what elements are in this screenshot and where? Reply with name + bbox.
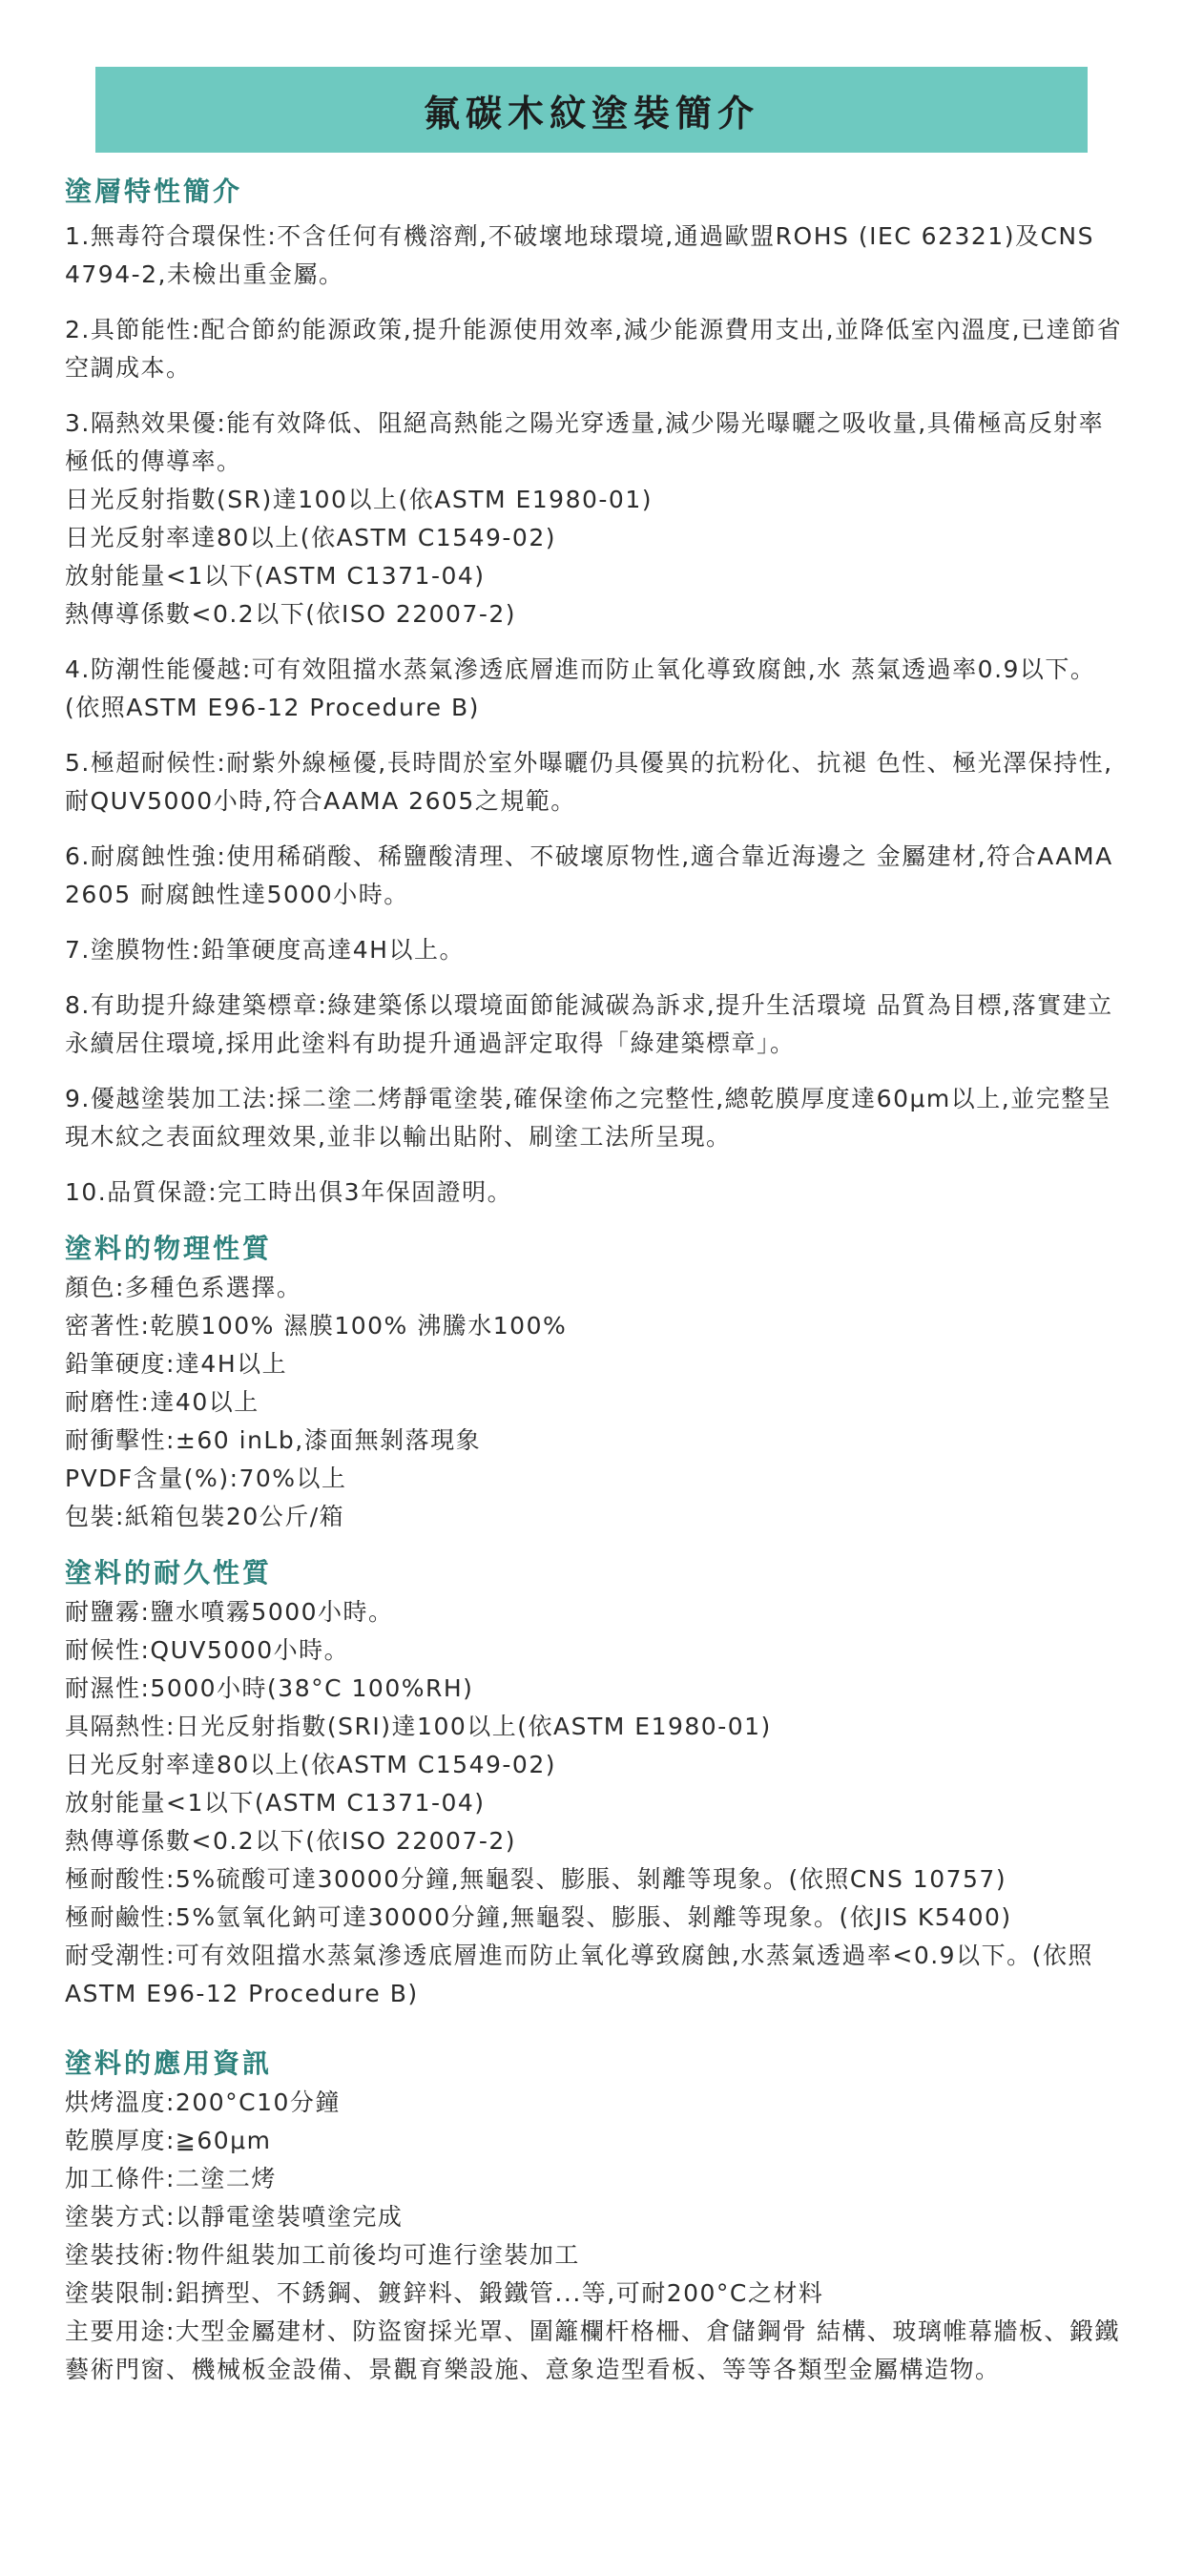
list-item: 鉛筆硬度:達4H以上 [65,1350,288,1378]
feature-item-4: 4.防潮性能優越:可有效阻擋水蒸氣滲透底層進而防止氧化導致腐蝕,水 蒸氣透過率0.9以下。(依照ASTM E96-12 Procedure B) [65,655,1096,721]
feature-item-3-subline: 日光反射率達80以上(依ASTM C1549-02) [65,524,556,551]
list-item: 塗裝技術:物件組裝加工前後均可進行塗裝加工 [65,2241,580,2269]
list-item: 乾膜厚度:≧60μm [65,2127,272,2154]
page-title: 氟碳木紋塗裝簡介 [423,92,759,135]
feature-item-1: 1.無毒符合環保性:不含任何有機溶劑,不破壞地球環境,通過歐盟ROHS (IEC 62321)及CNS 4794-2,未檢出重金屬。 [65,222,1094,288]
list-item: 日光反射率達80以上(依ASTM C1549-02) [65,1751,556,1778]
list-item: 塗裝方式:以靜電塗裝噴塗完成 [65,2203,404,2231]
list-item: 耐受潮性:可有效阻擋水蒸氣滲透底層進而防止氧化導致腐蝕,水蒸氣透過率<0.9以下。(依照ASTM E96-12 Procedure B) [65,1942,1093,2007]
list-item: PVDF含量(%):70%以上 [65,1465,347,1492]
feature-item-7: 7.塗膜物性:鉛筆硬度高達4H以上。 [65,936,465,964]
list-item: 具隔熱性:日光反射指數(SRI)達100以上(依ASTM E1980-01) [65,1713,772,1740]
durability-list [65,1593,1124,2013]
list-item: 極耐鹼性:5%氫氧化鈉可達30000分鐘,無龜裂、膨脹、剝離等現象。(依JIS K5400) [65,1903,1012,1931]
feature-item-3-subline: 放射能量<1以下(ASTM C1371-04) [65,562,486,590]
list-item: 耐鹽霧:鹽水噴霧5000小時。 [65,1598,394,1626]
list-item: 加工條件:二塗二烤 [65,2165,277,2192]
section-heading-durability: 塗料的耐久性質 [65,1557,273,1589]
section-heading-application: 塗料的應用資訊 [65,2047,273,2079]
list-item: 包裝:紙箱包裝20公斤/箱 [65,1503,345,1530]
feature-item-3-subline: 熱傳導係數<0.2以下(依ISO 22007-2) [65,600,517,628]
feature-item-3: 3.隔熱效果優:能有效降低、阻絕高熱能之陽光穿透量,減少陽光曝曬之吸收量,具備極高反射率極低的傳導率。 [65,409,1105,475]
list-item: 放射能量<1以下(ASTM C1371-04) [65,1789,486,1817]
list-item: 密著性:乾膜100% 濕膜100% 沸騰水100% [65,1312,568,1340]
list-item: 耐濕性:5000小時(38°C 100%RH) [65,1674,474,1702]
section-heading-coating-features: 塗層特性簡介 [65,176,243,207]
content [65,172,1124,2389]
list-item: 耐候性:QUV5000小時。 [65,1636,350,1664]
list-item: 烘烤溫度:200°C10分鐘 [65,2088,341,2116]
section-heading-physical-properties: 塗料的物理性質 [65,1233,273,1264]
feature-item-6: 6.耐腐蝕性強:使用稀硝酸、稀鹽酸清理、不破壞原物性,適合靠近海邊之 金屬建材,符合AAMA 2605 耐腐蝕性達5000小時。 [65,842,1113,908]
feature-item-2: 2.具節能性:配合節約能源政策,提升能源使用效率,減少能源費用支出,並降低室內溫度,已達節省空調成本。 [65,316,1123,382]
application-list [65,2084,1124,2389]
feature-item-9: 9.優越塗裝加工法:採二塗二烤靜電塗裝,確保塗佈之完整性,總乾膜厚度達60μm以上,並完整呈現木紋之表面紋理效果,並非以輸出貼附、刷塗工法所呈現。 [65,1085,1112,1151]
list-item: 熱傳導係數<0.2以下(依ISO 22007-2) [65,1827,517,1855]
list-item: 塗裝限制:鋁擠型、不銹鋼、鍍鋅料、鍛鐵管...等,可耐200°C之材料 [65,2279,824,2307]
title-banner [95,67,1088,153]
feature-item-8: 8.有助提升綠建築標章:綠建築係以環境面節能減碳為訴求,提升生活環境 品質為目標,落實建立永續居住環境,採用此塗料有助提升通過評定取得「綠建築標章」。 [65,991,1113,1057]
feature-item-5: 5.極超耐候性:耐紫外線極優,長時間於室外曝曬仍具優異的抗粉化、抗褪 色性、極光澤保持性,耐QUV5000小時,符合AAMA 2605之規範。 [65,749,1113,815]
list-item: 顏色:多種色系選擇。 [65,1274,302,1301]
list-item: 耐衝擊性:±60 inLb,漆面無剝落現象 [65,1426,482,1454]
list-item: 耐磨性:達40以上 [65,1388,259,1416]
list-item: 極耐酸性:5%硫酸可達30000分鐘,無龜裂、膨脹、剝離等現象。(依照CNS 10757) [65,1865,1007,1893]
list-item: 主要用途:大型金屬建材、防盜窗採光罩、圍籬欄杆格柵、倉儲鋼骨 結構、玻璃帷幕牆板、鍛鐵藝術門窗、機械板金設備、景觀育樂設施、意象造型看板、等等各類型金屬構造物。 [65,2317,1120,2383]
physical-properties-list [65,1269,1124,1536]
feature-item-3-subline: 日光反射指數(SR)達100以上(依ASTM E1980-01) [65,486,653,513]
feature-item-10: 10.品質保證:完工時出俱3年保固證明。 [65,1178,513,1206]
